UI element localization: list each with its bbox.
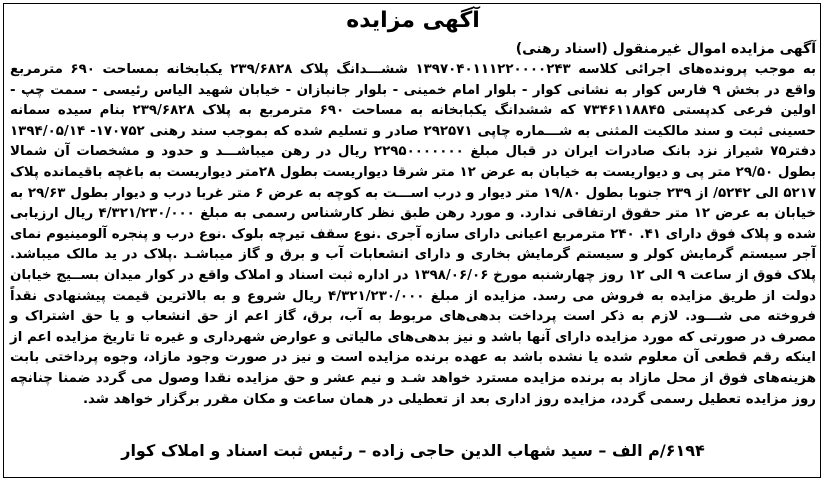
notice-body: به موجب پرونده‌های اجرائی کلاسه ۱۳۹۷۰۴۰۱۱۱۲۲۰۰۰۰۲۴۳ ششـــدانگ پلاک ۲۳۹/۶۸۲۸ یکبابخانه بمساحت ۶۹۰ مترمربع واقع در بخش ۹ فارس کوار به نشانی کوار - بلوار امام خمینی - بلوار جانبازان - خیابان شهید الیاس رئیسی - سمت چپ - اولین فرعی کدپستی ۷۳۴۶۱۱۸۸۴۵ که ششدانگ یکبابخانه به مساحت ۶۹۰ مترمربع به پلاک ۲۳۹/۶۸۲۸ بنام سیده سمانه حسینی ثبت و سند مالکیت المثنی به شـــماره چاپی ۲۹۲۵۷۱ صادر و تسلیم شده که بموجب سند رهنی ۱۷۰۷۵۲- ۱۳۹۴/۰۵/۱۴ دفتر۷۵ شیراز نزد بانک صادرات ایران در قبال مبلغ ۲۲۹۵۰۰۰۰۰۰۰ ریال در رهن میباشـــد و حدود و مشخصات آن شمالا بطول ۲۹/۵۰ متر پی و دیواریست به خیابان به عرض ۱۲ متر شرقا دیواریست بطول ۲۸متر دیواریست به باغچه باقیمانده پلاک ۵۲۱۷ الی ۵۲۴۲/ از ۲۳۹ جنوبا بطول ۱۹/۸۰ متر دیوار و درب اســـت به کوچه به عرض ۶ متر غربا درب و دیوار بطول ۲۹/۶۳ به خیابان به عرض ۱۲ متر حقوق ارتفاقی ندارد. و مورد رهن طبق نظر کارشناس رسمی به مبلغ ۴/۳۲۱/۲۳۰/۰۰۰ ریال ارزیابی شده و پلاک فوق دارای ۴۱. ۲۴۰ مترمربع اعیانی دارای سازه آجری .نوع سقف تیرچه بلوک .نوع درب و پنجره آلومینیوم نمای آجر سیستم گرمایش کولر و سیستم گرمایش بخاری و دارای انشعابات آب و برق و گاز میباشـد .پلاک در ید مالک میباشد. پلاک فوق از ساعت ۹ الی ۱۲ روز چهارشنبه مورخ ۱۳۹۸/۰۶/۰۶ در اداره ثبت اسناد و املاک واقع در کوار میدان بســیج خیابان دولت از طریق مزایده به فروش می رسد. مزایده از مبلغ ۴/۳۲۱/۲۳۰/۰۰۰ ریال شروع و به بالاترین قیمت پیشنهادی نقداً فروخته می شـــود. لازم به ذکر است پرداخت بدهی‌های مربوط به آب، برق، گاز اعم از حق انشعاب و یا حق اشتراک و مصرف در صورتی که مورد مزایده دارای آنها باشد و نیز بدهی‌های مالیاتی و عوارض شهرداری و غیره تا تاریخ مزایده اعم از اینکه رقم قطعی آن معلوم شده یا نشده باشد به عهده برنده مزایده است و نیز در صورت وجود مازاد، وجوه پرداختی بابت هزینه‌های فوق از محل مازاد به برنده مزایده مسترد خواهد شـد و نیم عشر و حق مزایده نقدا وصول می گردد ضمنا چنانچه روز مزایده تعطیل رسمی گردد، مزایده روز اداری بعد از تعطیلی در همان ساعت و مکان مقرر برگزار خواهد شد.: [10, 62, 817, 407]
notice-title: آگهی مزایده: [346, 8, 480, 33]
notice-signature: ۶۱۹۴/م الف – سید شهاب الدین حاجی زاده – رئیس ثبت اسناد و املاک کوار: [121, 441, 705, 460]
notice-subtitle: آگهی مزایده اموال غیرمنقول (اسناد رهنی): [515, 41, 816, 57]
